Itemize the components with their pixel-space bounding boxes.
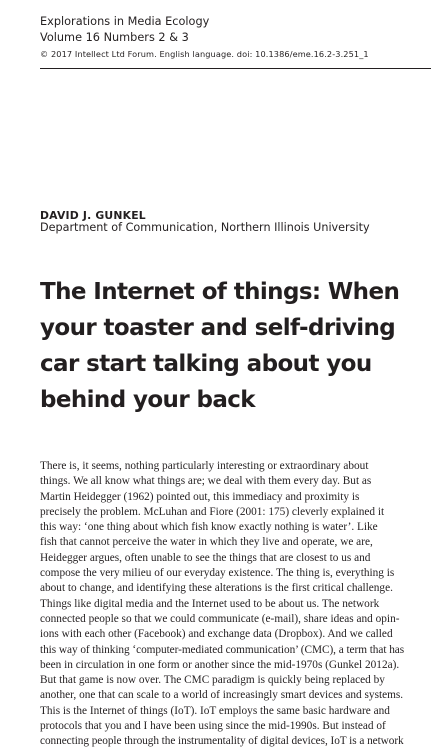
article-title	[40, 274, 432, 418]
body-line: Heidegger argues, often unable to see the things that are closest to us and	[40, 551, 371, 564]
body-line: ions with each other (Facebook) and exchange data (Dropbox). And we called	[40, 628, 393, 641]
header-rule	[40, 68, 431, 69]
body-line: this way: ‘one thing about which fish know exactly nothing is water’. Like	[40, 521, 378, 534]
body-line: There is, it seems, nothing particularly interesting or extraordinary about	[40, 460, 369, 472]
title-line: car start talking about you	[40, 351, 372, 377]
title-line: The Internet of things: When	[40, 279, 400, 305]
body-line: this way of thinking ‘computer-mediated communication’ (CMC), a term that has	[40, 643, 405, 656]
body-line: been in circulation in one form or another since the mid-1970s (Gunkel 2012a).	[40, 658, 400, 671]
copyright-line: © 2017 Intellect Ltd Forum. English language. doi: 10.1386/eme.16.2-3.251_1	[40, 49, 369, 59]
body-paragraph	[40, 459, 404, 750]
body-line: things. We all know what things are; we deal with them every day. But as	[40, 475, 372, 488]
body-line: precisely the problem. McLuhan and Fiore (2001: 175) cleverly explained it	[40, 505, 385, 518]
title-line: your toaster and self-driving	[40, 315, 396, 341]
author-name: DAVID J. GUNKEL	[40, 209, 146, 222]
volume-info: Volume 16 Numbers 2 & 3	[40, 31, 189, 44]
body-line: Things like digital media and the Internet used to be about us. The network	[40, 597, 380, 610]
body-line: another, one that can scale to a world of increasingly smart devices and systems.	[40, 689, 404, 702]
title-line: behind your back	[40, 387, 255, 413]
body-line: protocols that you and I have been using since the mid-1990s. But instead of	[40, 720, 386, 733]
body-line: connecting people through the instrumentality of digital devices, IoT is a network	[40, 735, 404, 748]
body-line: compose the very milieu of our everyday existence. The thing is, everything is	[40, 567, 395, 580]
body-line: But that game is now over. The CMC paradigm is quickly being replaced by	[40, 674, 385, 687]
body-line: Martin Heidegger (1962) pointed out, this immediacy and proximity is	[40, 490, 360, 503]
body-line: This is the Internet of things (IoT). IoT employs the same basic hardware and	[40, 704, 390, 717]
body-line: about to change, and identifying these alterations is the first critical challenge.	[40, 582, 393, 595]
author-affiliation: Department of Communication, Northern Illinois University	[40, 221, 370, 234]
body-line: fish that cannot perceive the water in which they live and operate, we are,	[40, 536, 373, 549]
journal-name: Explorations in Media Ecology	[40, 15, 210, 28]
body-line: connected people so that we could communicate (e-mail), share ideas and opin-	[40, 612, 400, 625]
